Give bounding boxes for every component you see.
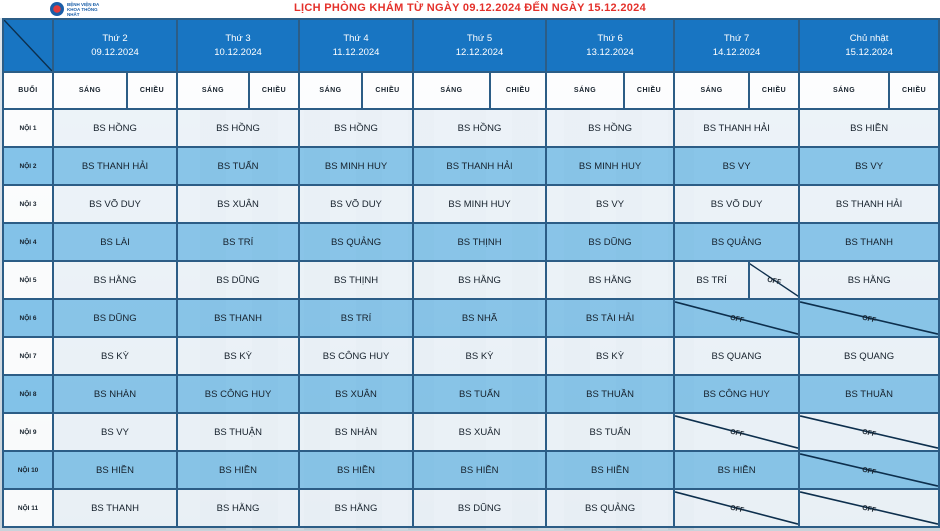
off-cell	[674, 299, 799, 337]
doctor-cell: BS HIỀN	[53, 451, 177, 489]
off-cell	[674, 413, 799, 451]
doctor-cell: BS THỊNH	[413, 223, 546, 261]
doctor-cell: BS THANH	[799, 223, 939, 261]
page-title: LỊCH PHÒNG KHÁM TỪ NGÀY 09.12.2024 ĐẾN NGÀY 15.12.2024	[294, 2, 646, 14]
doctor-cell: BS NHÀN	[299, 413, 413, 451]
doctor-cell: BS VÕ DUY	[53, 185, 177, 223]
off-label: OFF	[728, 504, 745, 514]
doctor-cell: BS DŨNG	[546, 223, 674, 261]
room-label: NỘI 9	[3, 413, 53, 451]
sang-label: SÁNG	[799, 72, 889, 109]
off-label: OFF	[861, 314, 877, 324]
room-label: NỘI 11	[3, 489, 53, 527]
doctor-cell: BS HẰNG	[413, 261, 546, 299]
off-cell	[799, 299, 939, 337]
chieu-label: CHIỀU	[749, 72, 799, 109]
sang-label: SÁNG	[177, 72, 249, 109]
doctor-cell: BS HẰNG	[177, 489, 299, 527]
doctor-cell: BS HIỀN	[674, 451, 799, 489]
doctor-cell: BS CÔNG HUY	[674, 375, 799, 413]
doctor-cell-morning: BS TRÍ	[674, 261, 749, 299]
off-label: OFF	[728, 314, 745, 324]
doctor-cell: BS MINH HUY	[299, 147, 413, 185]
day-header-row	[3, 19, 939, 72]
doctor-cell: BS TRÍ	[299, 299, 413, 337]
doctor-cell: BS CÔNG HUY	[177, 375, 299, 413]
sang-label: SÁNG	[413, 72, 490, 109]
off-cell	[799, 489, 939, 527]
off-label: OFF	[728, 428, 745, 438]
sang-label: SÁNG	[299, 72, 362, 109]
schedule-row	[3, 413, 939, 451]
doctor-cell: BS XUÂN	[299, 375, 413, 413]
doctor-cell: BS TUẤN	[546, 413, 674, 451]
off-label: OFF	[861, 466, 877, 476]
doctor-cell: BS MINH HUY	[546, 147, 674, 185]
day-header: Thứ 7 14.12.2024	[674, 19, 799, 72]
doctor-cell: BS THUẦN	[546, 375, 674, 413]
doctor-cell: BS LÀI	[53, 223, 177, 261]
schedule-row	[3, 299, 939, 337]
room-label: NỘI 6	[3, 299, 53, 337]
room-label: NỘI 1	[3, 109, 53, 147]
doctor-cell: BS HỒNG	[299, 109, 413, 147]
room-label: NỘI 2	[3, 147, 53, 185]
doctor-cell: BS HỒNG	[53, 109, 177, 147]
corner-cell	[3, 19, 53, 72]
off-label: OFF	[861, 428, 877, 438]
doctor-cell: BS HẰNG	[799, 261, 939, 299]
day-header: Thứ 2 09.12.2024	[53, 19, 177, 72]
doctor-cell: BS HỒNG	[413, 109, 546, 147]
day-header: Thứ 4 11.12.2024	[299, 19, 413, 72]
doctor-cell: BS HIỀN	[413, 451, 546, 489]
room-label: NỘI 8	[3, 375, 53, 413]
sang-label: SÁNG	[53, 72, 127, 109]
doctor-cell: BS QUẢNG	[674, 223, 799, 261]
doctor-cell: BS HIỀN	[177, 451, 299, 489]
doctor-cell: BS XUÂN	[177, 185, 299, 223]
off-cell	[749, 261, 799, 299]
doctor-cell: BS THANH HẢI	[413, 147, 546, 185]
doctor-cell: BS QUẢNG	[299, 223, 413, 261]
doctor-cell: BS THANH	[53, 489, 177, 527]
schedule-table	[2, 18, 940, 528]
doctor-cell: BS HẰNG	[546, 261, 674, 299]
doctor-cell: BS VÕ DUY	[674, 185, 799, 223]
schedule-row	[3, 261, 939, 299]
doctor-cell: BS HIỀN	[546, 451, 674, 489]
doctor-cell: BS VY	[546, 185, 674, 223]
doctor-cell: BS VY	[53, 413, 177, 451]
sang-label: SÁNG	[674, 72, 749, 109]
doctor-cell: BS KỲ	[546, 337, 674, 375]
schedule-row	[3, 337, 939, 375]
session-header-row	[3, 72, 939, 109]
doctor-cell: BS HẰNG	[299, 489, 413, 527]
room-label: NỘI 5	[3, 261, 53, 299]
chieu-label: CHIỀU	[127, 72, 177, 109]
day-header: Chủ nhật 15.12.2024	[799, 19, 939, 72]
doctor-cell: BS THANH HẢI	[53, 147, 177, 185]
schedule-row	[3, 375, 939, 413]
schedule-row	[3, 489, 939, 527]
doctor-cell: BS HIỀN	[799, 109, 939, 147]
doctor-cell: BS DŨNG	[177, 261, 299, 299]
doctor-cell: BS HỒNG	[177, 109, 299, 147]
doctor-cell: BS THUẬN	[177, 413, 299, 451]
doctor-cell: BS KỲ	[53, 337, 177, 375]
schedule-row	[3, 147, 939, 185]
doctor-cell: BS THANH HẢI	[674, 109, 799, 147]
doctor-cell: BS QUẢNG	[546, 489, 674, 527]
doctor-cell: BS THANH	[177, 299, 299, 337]
chieu-label: CHIỀU	[624, 72, 674, 109]
day-header: Thứ 6 13.12.2024	[546, 19, 674, 72]
doctor-cell: BS THUẦN	[799, 375, 939, 413]
doctor-cell: BS HẰNG	[53, 261, 177, 299]
schedule-row	[3, 223, 939, 261]
doctor-cell: BS XUÂN	[413, 413, 546, 451]
off-cell	[799, 413, 939, 451]
chieu-label: CHIỀU	[889, 72, 939, 109]
doctor-cell: BS VY	[799, 147, 939, 185]
doctor-cell: BS HIỀN	[299, 451, 413, 489]
room-label: NỘI 3	[3, 185, 53, 223]
doctor-cell: BS CÔNG HUY	[299, 337, 413, 375]
doctor-cell: BS THANH HẢI	[799, 185, 939, 223]
chieu-label: CHIỀU	[362, 72, 413, 109]
doctor-cell: BS KỲ	[413, 337, 546, 375]
doctor-cell: BS QUANG	[799, 337, 939, 375]
schedule-row	[3, 185, 939, 223]
room-label: NỘI 10	[3, 451, 53, 489]
buoi-label: BUỔI	[3, 72, 53, 109]
day-header: Thứ 5 12.12.2024	[413, 19, 546, 72]
day-header: Thứ 3 10.12.2024	[177, 19, 299, 72]
room-label: NỘI 7	[3, 337, 53, 375]
schedule-row	[3, 451, 939, 489]
schedule-row	[3, 109, 939, 147]
doctor-cell: BS TUẤN	[177, 147, 299, 185]
doctor-cell: BS DŨNG	[413, 489, 546, 527]
chieu-label: CHIỀU	[490, 72, 546, 109]
chieu-label: CHIỀU	[249, 72, 299, 109]
doctor-cell: BS QUANG	[674, 337, 799, 375]
off-cell	[799, 451, 939, 489]
doctor-cell: BS TUẤN	[413, 375, 546, 413]
logo-text: BỆNH VIỆN ĐA KHOA THỐNG NHẤT	[67, 2, 100, 17]
doctor-cell: BS THỊNH	[299, 261, 413, 299]
doctor-cell: BS NHÃ	[413, 299, 546, 337]
doctor-cell: BS KỲ	[177, 337, 299, 375]
header-bar	[0, 0, 940, 18]
doctor-cell: BS NHÀN	[53, 375, 177, 413]
doctor-cell: BS VÕ DUY	[299, 185, 413, 223]
room-label: NỘI 4	[3, 223, 53, 261]
doctor-cell: BS TÀI HẢI	[546, 299, 674, 337]
sang-label: SÁNG	[546, 72, 624, 109]
doctor-cell: BS MINH HUY	[413, 185, 546, 223]
off-label: OFF	[766, 276, 782, 286]
off-label: OFF	[861, 504, 877, 514]
off-cell	[674, 489, 799, 527]
doctor-cell: BS VY	[674, 147, 799, 185]
doctor-cell: BS DŨNG	[53, 299, 177, 337]
doctor-cell: BS TRÍ	[177, 223, 299, 261]
doctor-cell: BS HỒNG	[546, 109, 674, 147]
